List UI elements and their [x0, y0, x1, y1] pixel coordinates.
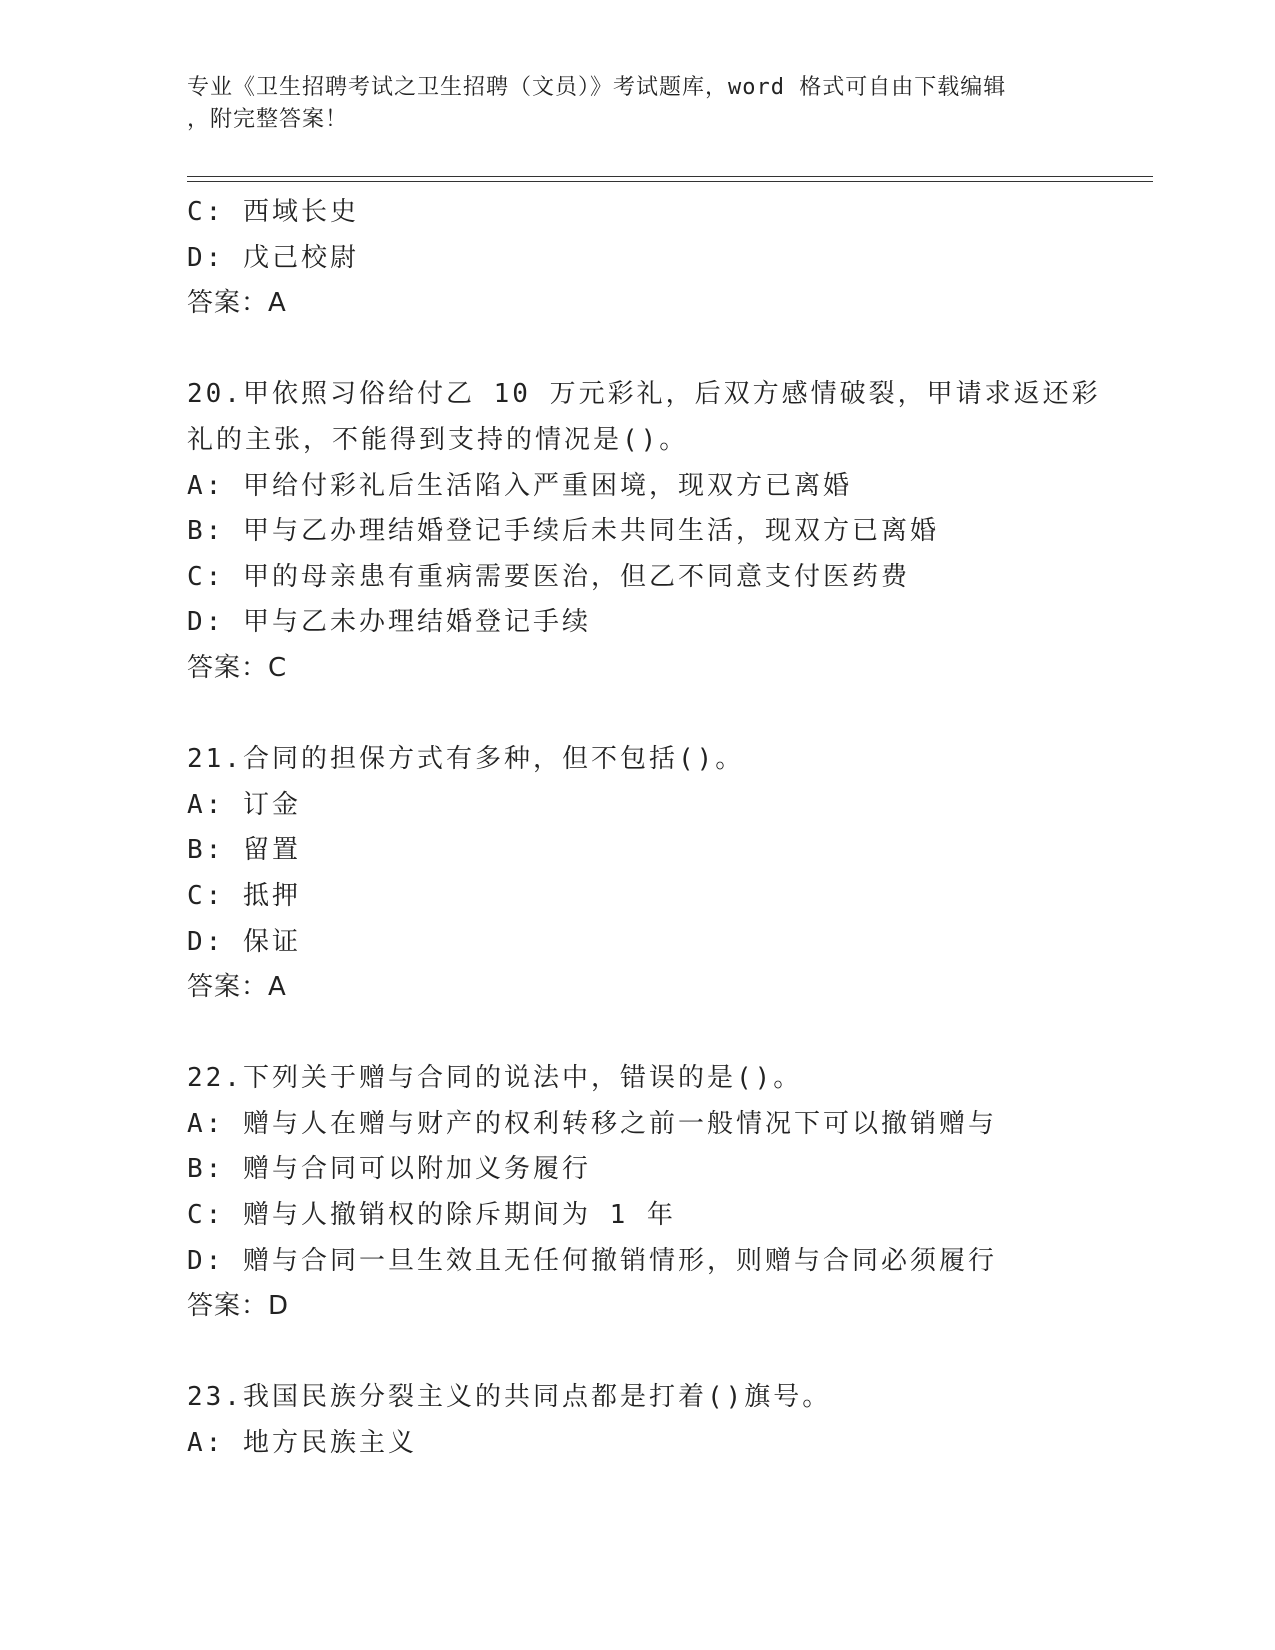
option-a: A: 赠与人在赠与财产的权利转移之前一般情况下可以撤销赠与	[187, 1108, 997, 1139]
option-c: C: 赠与人撤销权的除斥期间为 1 年	[187, 1200, 676, 1231]
header-line-1: 专业《卫生招聘考试之卫生招聘（文员）》考试题库，word 格式可自由下载编辑	[187, 75, 1007, 100]
question-stem: 21.合同的担保方式有多种，但不包括()。	[187, 744, 745, 775]
header-divider-bottom	[187, 181, 1153, 182]
spacer	[187, 692, 1153, 738]
header-divider-top	[187, 176, 1153, 177]
question-block-22	[187, 1056, 1153, 1330]
document-header	[187, 72, 1067, 136]
spacer	[187, 1330, 1153, 1376]
option-d: D: 赠与合同一旦生效且无任何撤销情形，则赠与合同必须履行	[187, 1245, 997, 1276]
spacer	[187, 1011, 1153, 1057]
option-c: C: 甲的母亲患有重病需要医治，但乙不同意支付医药费	[187, 561, 910, 592]
spacer	[187, 327, 1153, 373]
option-b: B: 赠与合同可以附加义务履行	[187, 1154, 591, 1185]
answer-line: 答案：A	[187, 972, 287, 1003]
option-b: B: 甲与乙办理结婚登记手续后未共同生活，现双方已离婚	[187, 516, 939, 547]
option-a: A: 甲给付彩礼后生活陷入严重困境，现双方已离婚	[187, 470, 852, 501]
question-content	[187, 190, 1153, 1467]
question-stem: 22.下列关于赠与合同的说法中，错误的是()。	[187, 1063, 803, 1094]
option-c: C: 西域长史	[187, 197, 359, 227]
question-stem: 20.甲依照习俗给付乙 10 万元彩礼，后双方感情破裂，甲请求返还彩	[187, 379, 1101, 410]
question-block-21	[187, 737, 1153, 1011]
question-block-19	[187, 190, 1153, 327]
option-d: D: 保证	[187, 926, 301, 957]
option-d: D: 甲与乙未办理结婚登记手续	[187, 607, 591, 638]
answer-line: 答案：C	[187, 652, 288, 683]
header-line-2: ，附完整答案！	[187, 107, 349, 132]
question-stem-continued: 礼的主张，不能得到支持的情况是()。	[187, 424, 689, 455]
question-stem: 23.我国民族分裂主义的共同点都是打着()旗号。	[187, 1382, 832, 1413]
option-a: A: 订金	[187, 789, 301, 820]
option-d: D: 戊己校尉	[187, 242, 359, 273]
option-c: C: 抵押	[187, 880, 301, 911]
option-a: A: 地方民族主义	[187, 1428, 417, 1459]
question-block-23	[187, 1375, 1153, 1466]
answer-line: 答案：D	[187, 1291, 290, 1322]
answer-line: 答案：A	[187, 288, 287, 319]
question-block-20	[187, 372, 1153, 691]
option-b: B: 留置	[187, 835, 301, 866]
